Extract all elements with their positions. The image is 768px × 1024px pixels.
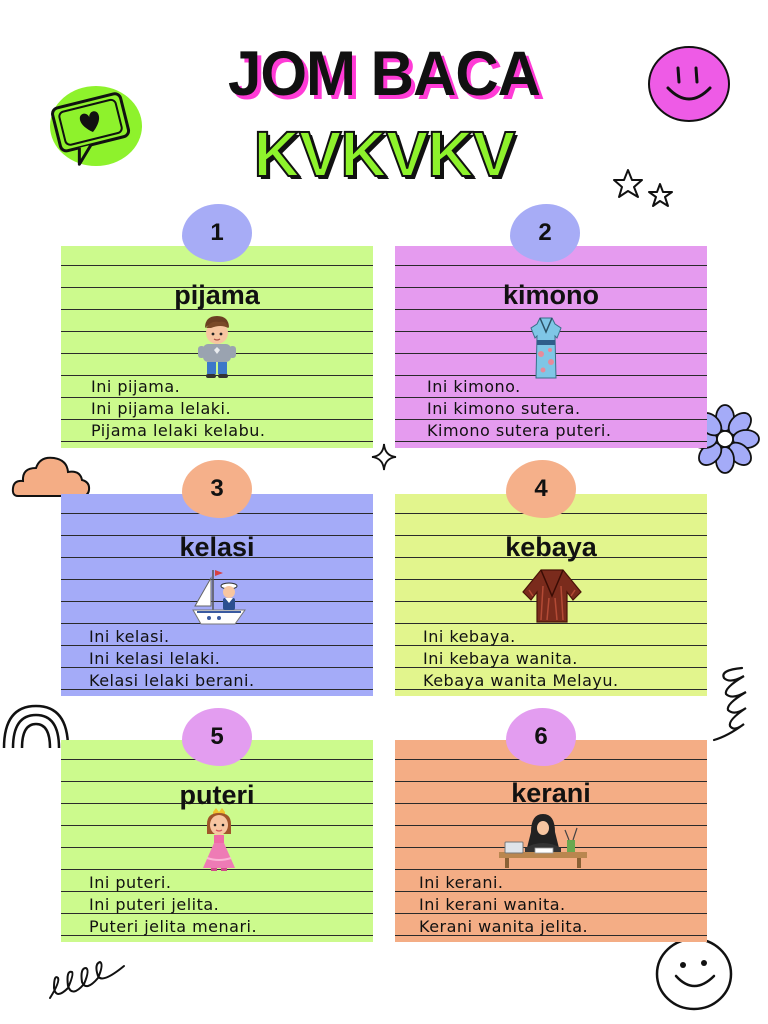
sentence-line: Ini pijama. xyxy=(91,377,181,396)
card-number-badge: 6 xyxy=(506,708,576,766)
sentence-line: Ini kebaya. xyxy=(423,627,516,646)
title-line-1: JOM BACA xyxy=(227,38,540,109)
card-word: pijama xyxy=(174,280,260,310)
word-card-kimono xyxy=(395,246,707,448)
card-sentences xyxy=(89,626,255,692)
card-word: kelasi xyxy=(179,532,255,562)
card-number-badge: 1 xyxy=(182,204,252,262)
card-word: puteri xyxy=(179,780,255,810)
sentence-line: Ini kebaya wanita. xyxy=(423,649,578,668)
kebaya-picture xyxy=(519,566,585,624)
card-number-badge: 3 xyxy=(182,460,252,518)
sentence-line: Ini kerani. xyxy=(419,873,504,892)
sentence-line: Puteri jelita menari. xyxy=(89,917,258,936)
word-card-kerani xyxy=(395,740,707,942)
card-sentences xyxy=(89,872,257,938)
loops-doodle-icon xyxy=(44,952,130,1008)
word-card-kebaya xyxy=(395,494,707,696)
sentence-line: Kerani wanita jelita. xyxy=(419,917,589,936)
princess-picture xyxy=(199,808,239,872)
sentence-line: Pijama lelaki kelabu. xyxy=(91,421,266,440)
card-word: kerani xyxy=(511,778,591,808)
sailor-on-boat-picture xyxy=(189,566,249,626)
sentence-line: Ini kelasi. xyxy=(89,627,170,646)
sentence-line: Ini kimono sutera. xyxy=(427,399,581,418)
title-line-2: KVKVKV xyxy=(253,118,515,190)
sentence-line: Ini kelasi lelaki. xyxy=(89,649,221,668)
smiley-face-icon xyxy=(646,44,732,124)
card-number-badge: 2 xyxy=(510,204,580,262)
sentence-line: Ini pijama lelaki. xyxy=(91,399,232,418)
clerk-at-desk-picture xyxy=(495,808,591,870)
word-card-kelasi xyxy=(61,494,373,696)
heart-chat-icon xyxy=(40,86,144,170)
kimono-picture xyxy=(529,316,563,380)
sentence-line: Ini puteri. xyxy=(89,873,172,892)
sentence-line: Ini kimono. xyxy=(427,377,521,396)
word-card-puteri xyxy=(61,740,373,942)
sentence-line: Ini kerani wanita. xyxy=(419,895,566,914)
card-number-badge: 5 xyxy=(182,708,252,766)
sentence-line: Kimono sutera puteri. xyxy=(427,421,612,440)
card-sentences xyxy=(423,626,619,692)
sparkle-icon xyxy=(370,442,398,472)
spring-doodle-icon xyxy=(706,664,752,744)
sentence-line: Kelasi lelaki berani. xyxy=(89,671,255,690)
card-word: kimono xyxy=(502,280,599,310)
card-sentences xyxy=(427,376,611,442)
stars-doodle-icon xyxy=(608,166,684,214)
sentence-line: Kebaya wanita Melayu. xyxy=(423,671,619,690)
card-sentences xyxy=(91,376,265,442)
sentence-line: Ini puteri jelita. xyxy=(89,895,220,914)
card-sentences xyxy=(419,872,588,938)
card-word: kebaya xyxy=(505,532,597,562)
smiley-outline-icon xyxy=(652,934,736,1014)
word-card-pijama xyxy=(61,246,373,448)
boy-in-pajamas-picture xyxy=(197,316,237,378)
card-number-badge: 4 xyxy=(506,460,576,518)
